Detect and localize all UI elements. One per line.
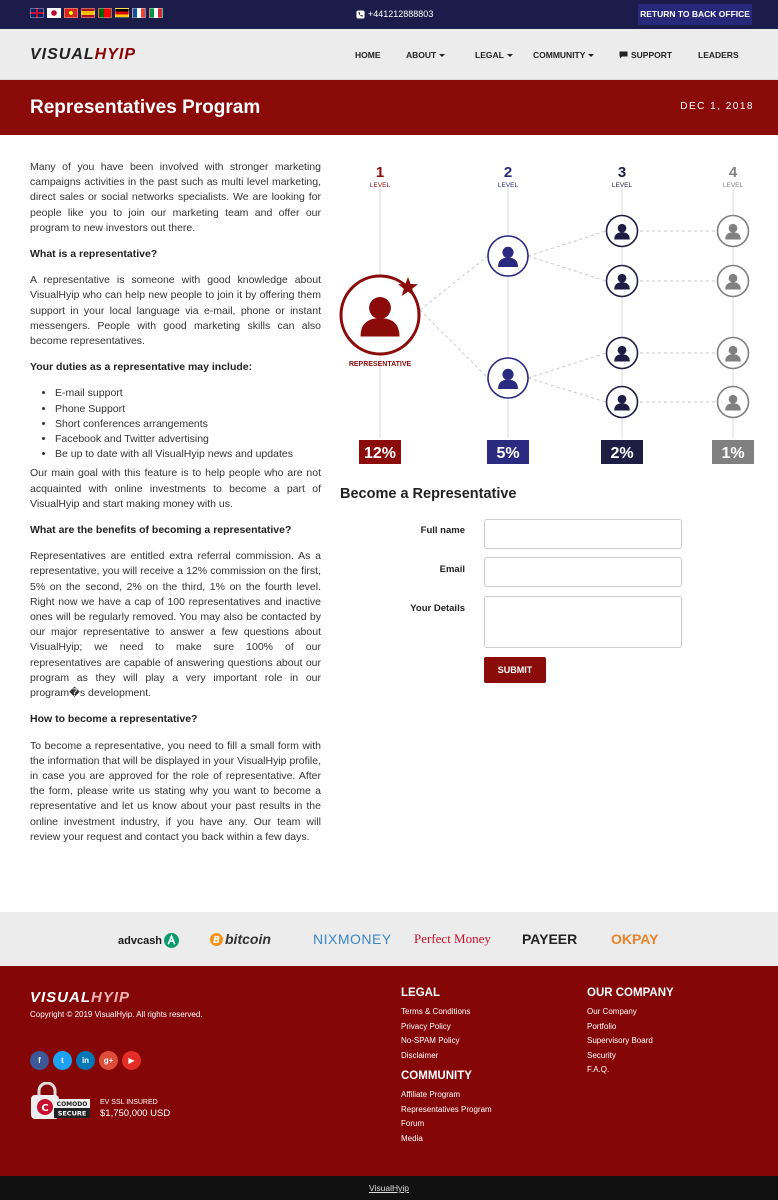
linkedin-icon[interactable]: in	[76, 1051, 95, 1070]
footer-link[interactable]: Terms & Conditions	[401, 1007, 471, 1016]
footer-logo-b: HYIP	[91, 989, 131, 1006]
nav-community-label: COMMUNITY	[533, 50, 586, 60]
list-item: • Short conferences arrangements	[55, 417, 321, 432]
percent-text: 12%	[363, 445, 397, 462]
email-label: Email	[439, 564, 465, 575]
form-title: Become a Representative	[340, 486, 517, 502]
section-heading: How to become a representative?	[30, 713, 198, 726]
percent-text: 5%	[496, 445, 520, 462]
person-avatar-icon	[718, 338, 749, 369]
percent-text: 2%	[610, 445, 634, 462]
page-title-band	[0, 80, 778, 135]
bottom-link[interactable]: VisualHyip	[368, 1183, 409, 1193]
list-item: • E-mail support	[55, 386, 321, 401]
germany-flag-icon[interactable]	[115, 8, 129, 18]
footer-community-heading: COMMUNITY	[401, 1070, 472, 1082]
chat-bubble-icon	[619, 51, 628, 59]
perfect-money-logo: Perfect Money	[414, 931, 491, 946]
connector-line	[528, 231, 606, 256]
footer-link[interactable]: Forum	[401, 1119, 425, 1129]
bitcoin-logo	[210, 931, 271, 947]
duties-list	[55, 386, 321, 462]
footer-link[interactable]: Our Company	[587, 1007, 637, 1016]
portugal-flag-icon[interactable]	[98, 8, 112, 18]
list-item: • Facebook and Twitter advertising	[55, 432, 321, 447]
section-heading: What is a representative?	[30, 248, 158, 261]
payment-methods-strip	[0, 912, 778, 966]
return-to-back-office-button[interactable]: RETURN TO BACK OFFICE	[638, 4, 752, 25]
level-word: LEVEL	[497, 182, 519, 189]
person-avatar-icon	[607, 338, 638, 369]
chevron-down-icon	[588, 54, 594, 57]
paragraph: Representatives are entitled extra referral commission. As a representative, you will receive a 12% commission on the first, 5% on the second, 2% on the third, 1% on the fourth level. Right now we have a cap of 100 representatives and inactive ones will be regularly removed. You may also be contacted by our major representative to answer a few questions about VisualHyip; we need to make sure 100% of our representatives are capable of answering questions about our program as they will play a very important role in our program�s development.	[30, 550, 321, 700]
connector-line	[420, 310, 488, 378]
person-avatar-icon	[607, 387, 638, 418]
connector-line	[528, 353, 606, 378]
footer-link[interactable]: Affiliate Program	[401, 1090, 460, 1099]
nixmoney-logo: NIXMONEY	[313, 931, 392, 947]
nav-leaders-label: LEADERS	[698, 50, 739, 60]
ssl-insured-text: EV SSL INSURED	[100, 1099, 158, 1106]
paragraph: A representative is someone with good knowledge about VisualHyip who can help new people to join it by offering them support in your local language via e-mail, phone or instant messengers. People with good marketing skills can also become representatives.	[30, 274, 321, 348]
top-bar	[0, 0, 778, 29]
japan-flag-icon[interactable]	[47, 8, 61, 18]
badge-top-text: COMODO	[56, 1101, 88, 1108]
footer-link[interactable]: F.A.Q.	[587, 1065, 610, 1075]
intro-paragraph: Many of you have been involved with stronger marketing campaigns activities in the past such as multi level marketing, direct sales or social networks specialists. We are looking for people like you to join our marketing team and offer our program to new investors out there.	[30, 161, 321, 234]
bitcoin-icon	[210, 933, 223, 946]
details-textarea[interactable]	[484, 596, 682, 648]
email-input[interactable]	[484, 557, 682, 587]
bitcoin-text: bitcoin	[225, 931, 271, 947]
person-avatar-icon	[718, 387, 749, 418]
nav-support-label: SUPPORT	[631, 50, 673, 60]
ssl-insured-amount: $1,750,000 USD	[100, 1108, 171, 1119]
page-title: Representatives Program	[30, 97, 261, 118]
footer-link[interactable]: Representatives Program	[401, 1104, 492, 1114]
chevron-down-icon	[439, 54, 445, 57]
nav-home-label: HOME	[355, 50, 381, 60]
footer-company-heading: OUR COMPANY	[587, 987, 674, 999]
level-word: LEVEL	[611, 182, 633, 189]
footer-logo-a: VISUAL	[30, 989, 92, 1006]
footer-community-links	[401, 1088, 492, 1146]
level-word: LEVEL	[722, 182, 744, 189]
footer-link[interactable]: Media	[401, 1133, 423, 1143]
phone-text: +441212888803	[368, 9, 434, 19]
italy-flag-icon[interactable]	[149, 8, 163, 18]
google-plus-icon[interactable]: g+	[99, 1051, 118, 1070]
page-date: DEC 1, 2018	[680, 101, 754, 112]
footer-link[interactable]: No-SPAM Policy	[401, 1036, 460, 1046]
nav-legal[interactable]	[475, 50, 513, 60]
person-avatar-icon	[718, 266, 749, 297]
details-label: Your Details	[410, 603, 465, 614]
connector-lines	[380, 188, 733, 438]
section-heading: Your duties as a representative may include:	[30, 361, 253, 374]
language-flags	[30, 8, 163, 18]
you-label: YOU	[366, 340, 394, 354]
advcash-logo	[118, 933, 179, 948]
social-links	[30, 1051, 141, 1070]
connector-line	[528, 378, 606, 402]
svg-text:C: C	[41, 1103, 49, 1114]
advcash-icon	[164, 933, 179, 948]
vietnam-flag-icon[interactable]	[64, 8, 78, 18]
level-word: LEVEL	[369, 182, 391, 189]
article-body	[30, 160, 321, 856]
person-avatar-icon	[488, 358, 528, 398]
youtube-icon[interactable]: ▶	[122, 1051, 141, 1070]
level-nodes	[341, 216, 749, 418]
footer-legal-links	[401, 1005, 470, 1063]
person-avatar-icon	[488, 236, 528, 276]
person-avatar-icon	[718, 216, 749, 247]
person-avatar-icon	[607, 266, 638, 297]
logo-part-b: HYIP	[94, 46, 137, 63]
footer-link[interactable]: Security	[587, 1050, 616, 1060]
list-item: • Phone Support	[55, 402, 321, 417]
connector-line	[528, 256, 606, 281]
footer-company-links	[587, 1005, 653, 1078]
footer-link[interactable]: Privacy Policy	[401, 1021, 451, 1031]
bottom-bar	[0, 1176, 778, 1200]
nav-support[interactable]	[619, 50, 672, 60]
fullname-input[interactable]	[484, 519, 682, 549]
nav-leaders[interactable]	[698, 50, 739, 60]
france-flag-icon[interactable]	[132, 8, 146, 18]
facebook-icon[interactable]: f	[30, 1051, 49, 1070]
connector-line	[420, 256, 488, 310]
footer	[0, 966, 778, 1176]
level-number: 2	[503, 164, 513, 181]
copyright-text: Copyright © 2019 VisualHyip. All rights reserved.	[30, 1010, 203, 1019]
phone-number	[356, 9, 433, 19]
level-number: 1	[375, 164, 385, 181]
nav-home[interactable]	[355, 50, 381, 60]
section-heading: What are the benefits of becoming a representative?	[30, 524, 292, 537]
nav-community[interactable]	[533, 50, 594, 60]
comodo-secure-badge	[30, 1082, 92, 1120]
chevron-down-icon	[507, 54, 513, 57]
submit-button[interactable]: SUBMIT	[484, 657, 546, 683]
person-avatar-icon	[607, 216, 638, 247]
advcash-text: advcash	[118, 934, 163, 947]
footer-legal-heading: LEGAL	[401, 987, 440, 999]
percent-text: 1%	[721, 445, 745, 462]
site-logo[interactable]	[30, 46, 136, 64]
nav-about[interactable]	[406, 50, 445, 60]
logo-part-a: VISUAL	[30, 46, 95, 63]
list-item: • Be up to date with all VisualHyip news and updates	[55, 447, 321, 462]
level-number: 3	[617, 164, 627, 181]
referral-levels-diagram	[338, 160, 758, 470]
spain-flag-icon[interactable]	[81, 8, 95, 18]
footer-link[interactable]: Disclaimer	[401, 1050, 439, 1060]
okpay-logo: OKPAY	[611, 931, 659, 947]
twitter-icon[interactable]: t	[53, 1051, 72, 1070]
phone-icon	[356, 10, 365, 19]
level-number: 4	[728, 164, 738, 181]
badge-bottom-text: SECURE	[57, 1109, 87, 1118]
footer-link[interactable]: Supervisory Board	[587, 1036, 653, 1046]
nav-about-label: ABOUT	[406, 50, 437, 60]
paragraph: To become a representative, you need to fill a small form with the information that will be displayed in your VisualHyip profile, in case you are approved for the role of representative. After the form, please write us stating why you want to become a representative and let us know about your past results in the online investment industry, if you have any. Our team will review your request and contact you back within a few days.	[30, 739, 321, 843]
paragraph: Our main goal with this feature is to help people who are not acquainted with online investments to become a part of VisualHyip and start making money with us.	[30, 467, 321, 510]
main-nav	[0, 29, 778, 80]
nav-legal-label: LEGAL	[475, 50, 504, 60]
footer-link[interactable]: Portfolio	[587, 1021, 617, 1031]
payeer-logo: PAYEER	[522, 931, 578, 947]
svg-text:B: B	[212, 934, 221, 946]
uk-flag-icon[interactable]	[30, 8, 44, 18]
representative-label: REPRESENTATIVE	[348, 361, 412, 368]
footer-logo[interactable]	[30, 989, 130, 1006]
fullname-label: Full name	[420, 525, 465, 536]
